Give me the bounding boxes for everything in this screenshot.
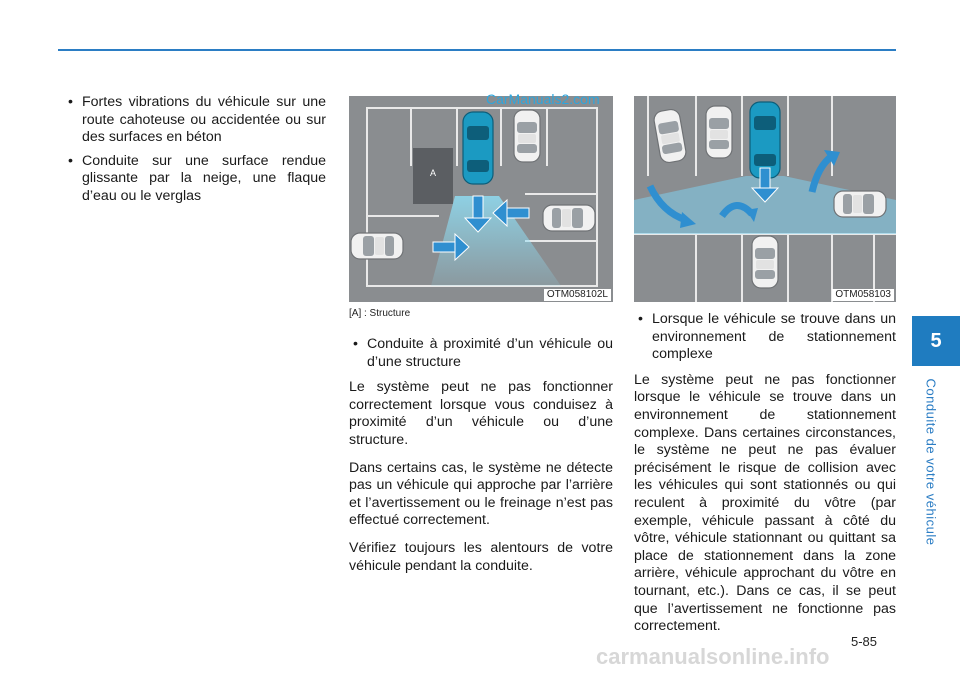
figure-complex-parking <box>634 96 896 302</box>
chapter-number: 5 <box>930 329 942 352</box>
paragraph: Le système peut ne pas fonctionner correctement lorsque vous conduisez à proximité d’un véhicule ou d’une structure. <box>349 379 613 448</box>
list-item: • Conduite à proximité d’un véhicule ou d’une structure <box>349 336 613 371</box>
figure-structure-parking <box>349 96 613 302</box>
figure-code: OTM058103 <box>832 289 894 301</box>
figure-caption: [A] : Structure <box>349 308 411 319</box>
parked-car <box>706 106 732 158</box>
list-item: • Conduite sur une surface rendue glissante par la neige, une flaque d’eau ou le verglas <box>64 153 326 206</box>
passing-car <box>834 191 886 217</box>
right-column <box>634 311 896 646</box>
ego-car <box>750 102 780 178</box>
chapter-tab[interactable] <box>912 316 960 366</box>
paragraph: Dans certains cas, le système ne détecte pas un véhicule qui approche par l’arrière et l’avertissement ou le freinage n’est pas effectué correctement. <box>349 459 613 529</box>
parking-illustration-1 <box>349 96 613 302</box>
right-bullet-list <box>634 311 896 364</box>
paragraph: Le système peut ne pas fonctionner lorsque le véhicule se trouve dans un environnement de stationnement complexe. Dans certaines circonstances, le système ne peut ne pas évaluer précisément le risque de collision avec les véhicules qui sont stationnés ou qui reculent à proximité du vôtre (par exemple, véhicule passant à côté du vôtre, véhicule stationnant ou quittant sa place de stationnement dans la zone arrière, véhicule approchant du vôtre en tournant, etc.). Dans ce cas, il se peut que l’avertissement ne fonctionne pas correctement. <box>634 371 896 635</box>
left-column <box>64 94 326 214</box>
middle-bullet-list <box>349 336 613 371</box>
list-item: • Fortes vibrations du véhicule sur une route cahoteuse ou accidentée ou sur des surfaces en béton <box>64 94 326 147</box>
approaching-car-right <box>543 205 595 231</box>
footer-watermark[interactable]: carmanualsonline.info <box>596 644 830 669</box>
chapter-title <box>913 372 949 552</box>
parked-car-behind <box>752 236 778 288</box>
figure-code: OTM058102L <box>544 289 611 301</box>
chapter-title-text: Conduite de votre véhicule <box>923 378 939 546</box>
list-item: • Lorsque le véhicule se trouve dans un environnement de stationnement complexe <box>634 311 896 364</box>
parking-illustration-2 <box>634 96 896 302</box>
parked-car <box>514 110 540 162</box>
middle-column <box>349 336 613 585</box>
structure-label: A <box>429 168 437 178</box>
header-rule <box>58 49 896 51</box>
page-number: 5-85 <box>851 634 878 649</box>
approaching-car-left <box>351 233 403 259</box>
ego-car <box>463 112 493 184</box>
paragraph: Vérifiez toujours les alentours de votre véhicule pendant la conduite. <box>349 539 613 574</box>
left-bullet-list <box>64 94 326 206</box>
watermark[interactable]: CarManuals2.com <box>486 91 600 107</box>
